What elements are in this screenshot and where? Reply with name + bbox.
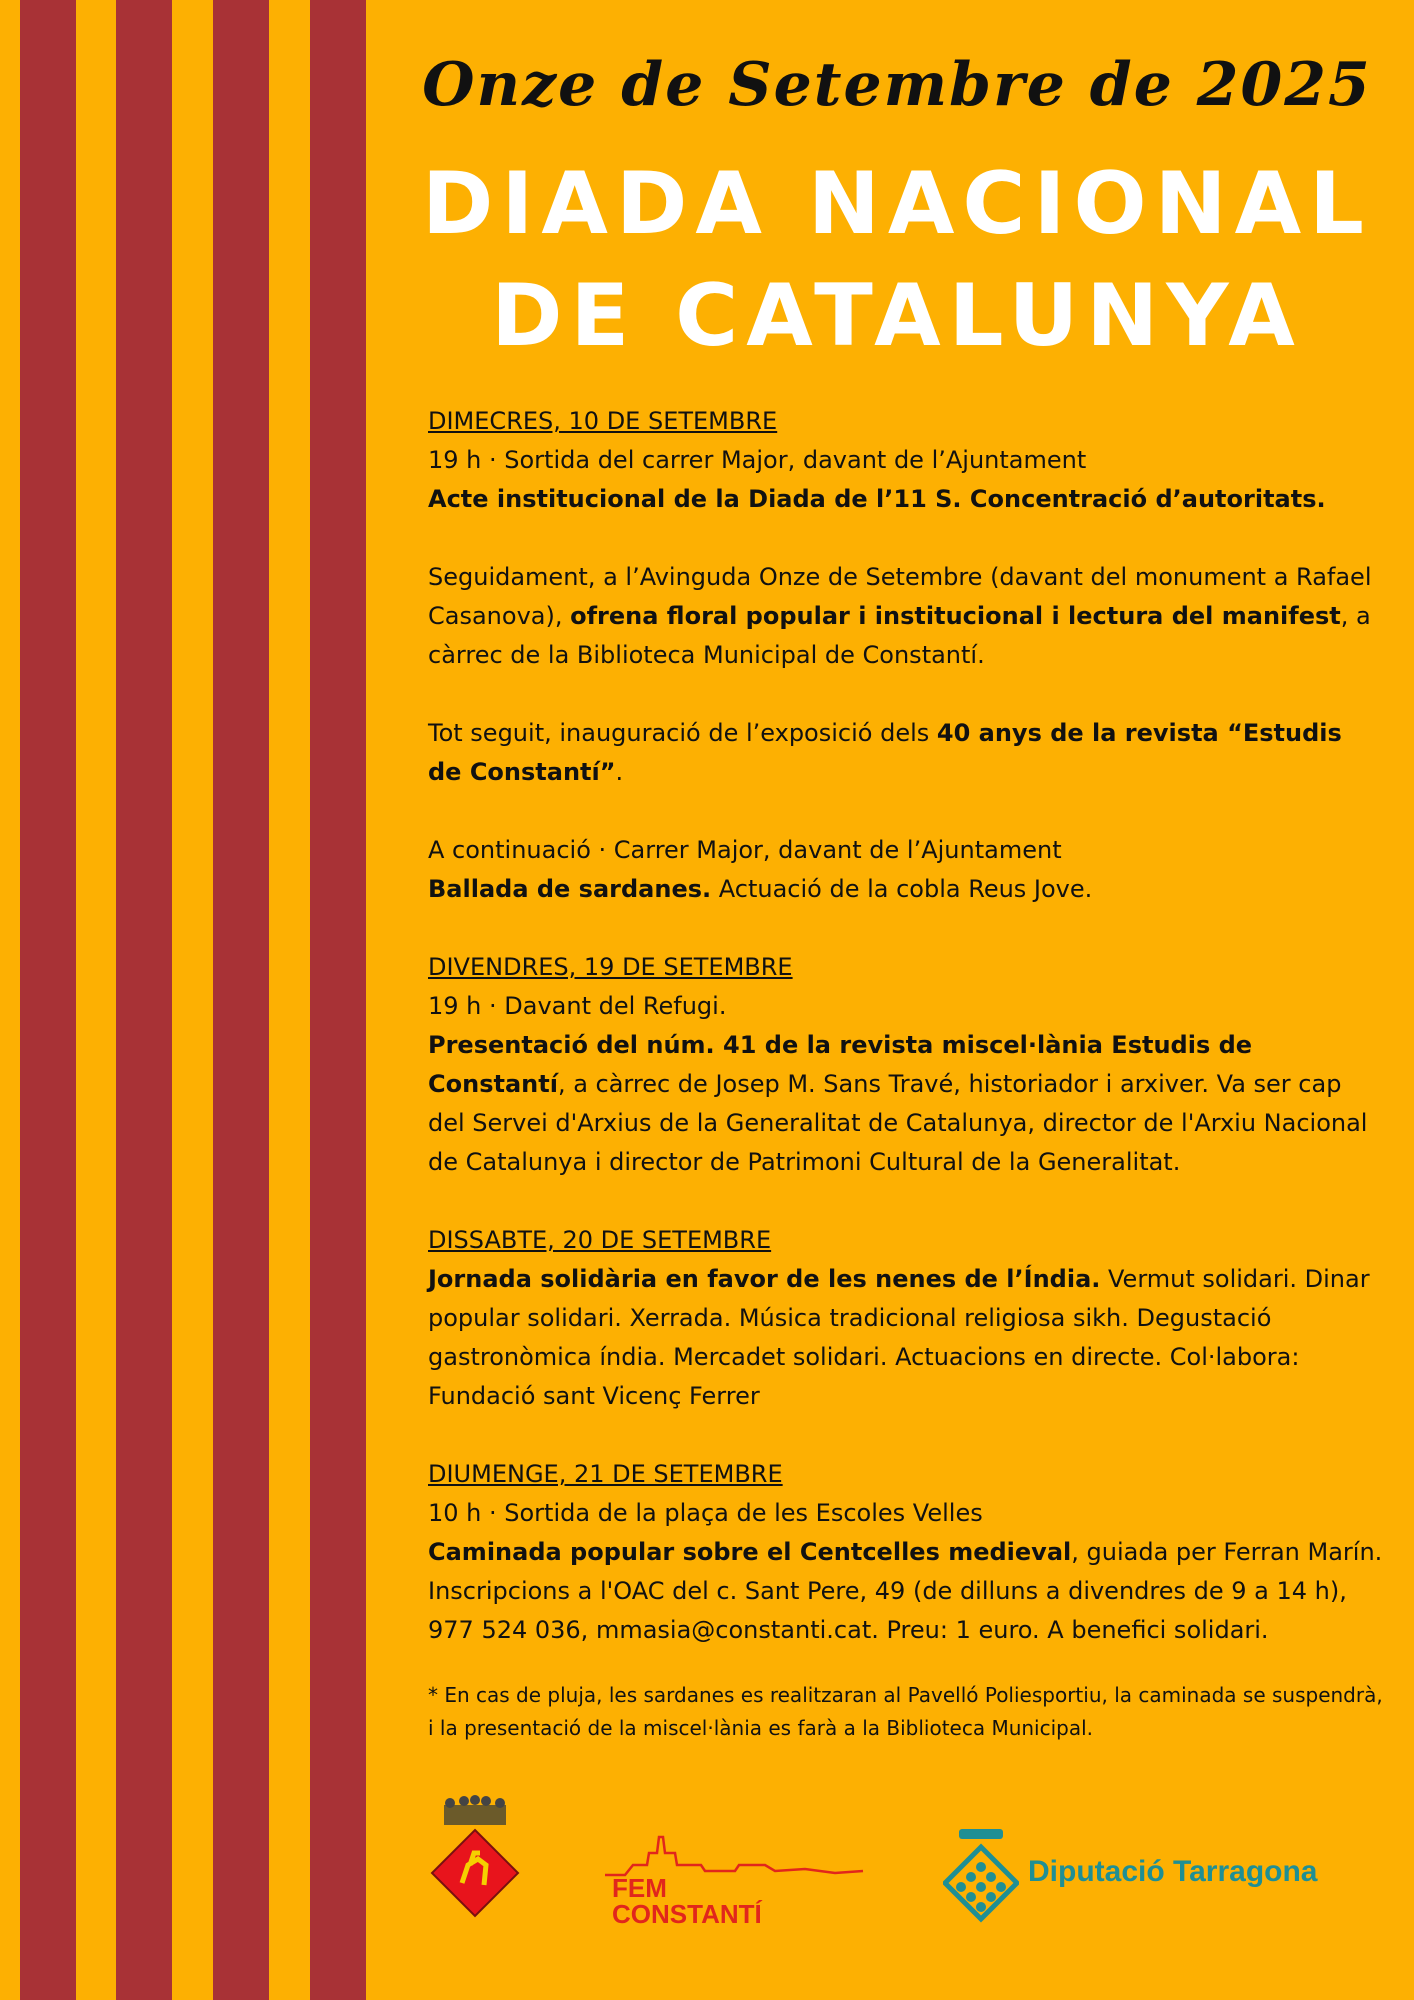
event-title: Acte institucional de la Diada de l’11 S. Concentració d’autoritats. [428, 485, 1326, 513]
sponsor-logos [380, 1795, 1414, 1930]
fem-constanti-logo [612, 1875, 762, 1927]
event-text: Vermut solidari. Dinar popular solidari. Xerrada. Música tradicional religiosa sikh. Degustació gastronòmica índia. Mercadet solidari. Actuacions en directe. Col·labora: Fundació sant Vicenç Ferrer [428, 1265, 1370, 1410]
red-stripe [116, 0, 172, 2000]
event-description [428, 480, 1383, 519]
event-description [428, 1026, 1383, 1182]
event-time-place: 10 h · Sortida de la plaça de les Escoles Velles [428, 1499, 983, 1527]
poster-title [380, 148, 1414, 372]
diputacio-tarragona-logo: Diputació Tarragona [1028, 1855, 1318, 1888]
event-title: 40 anys de la revista “Estudis de Constantí” [428, 719, 1342, 786]
catalan-flag-stripes [0, 0, 368, 2000]
event-text: Actuació de la cobla Reus Jove. [711, 875, 1093, 903]
event-description [428, 558, 1383, 675]
poster-subtitle: Onze de Setembre de 2025 [422, 50, 1372, 120]
event-text: Tot seguit, inauguració de l’exposició dels [428, 719, 937, 747]
event-text: , guiada per Ferran Marín. Inscripcions a l'OAC del c. Sant Pere, 49 (de dilluns a divendres de 9 a 14 h), 977 524 036, mmasia@constanti.cat. Preu: 1 euro. A benefici solidari. [428, 1538, 1383, 1644]
event-day-sunday [428, 1455, 1383, 1650]
day-heading: DIUMENGE, 21 DE SETEMBRE [428, 1460, 783, 1488]
event-description [428, 714, 1383, 792]
fem-logo-line1: FEM [612, 1873, 667, 1903]
event-day-friday [428, 948, 1383, 1182]
event-text: . [615, 758, 624, 786]
event-text: , a càrrec de la Biblioteca Municipal de Constantí. [428, 602, 1371, 669]
event-time-place: 19 h · Davant del Refugi. [428, 992, 727, 1020]
event-title: Jornada solidària en favor de les nenes de l’Índia. [428, 1265, 1101, 1293]
event-title: Ballada de sardanes. [428, 875, 712, 903]
fem-logo-line2: CONSTANTÍ [612, 1899, 762, 1929]
event-time-place: A continuació · Carrer Major, davant de l’Ajuntament [428, 836, 1062, 864]
event-title: Presentació del núm. 41 de la revista miscel·lània Estudis de Constantí [428, 1031, 1253, 1098]
rain-note: * En cas de pluja, les sardanes es realitzaran al Pavelló Poliesportiu, la caminada se suspendrà, i la presentació de la miscel·lània es farà a la Biblioteca Municipal. [428, 1683, 1383, 1740]
constanti-coat-of-arms-icon [430, 1795, 520, 1920]
diputacio-tarragona-emblem-icon [943, 1823, 1019, 1923]
poster-header [380, 40, 1414, 372]
event-text: , a càrrec de Josep M. Sans Travé, historiador i arxiver. Va ser cap del Servei d'Arxius de la Generalitat de Catalunya, director de l'Arxiu Nacional de Catalunya i director de Patrimoni Cultural de la Generalitat. [428, 1070, 1368, 1176]
red-stripe [213, 0, 269, 2000]
title-line-1: DIADA NACIONAL [422, 154, 1372, 254]
event-description [428, 870, 1383, 909]
event-title: Caminada popular sobre el Centcelles medieval [428, 1538, 1072, 1566]
day-heading: DIMECRES, 10 DE SETEMBRE [428, 407, 778, 435]
red-stripe [310, 0, 366, 2000]
day-heading: DISSABTE, 20 DE SETEMBRE [428, 1226, 772, 1254]
event-title: ofrena floral popular i institucional i lectura del manifest [570, 602, 1341, 630]
event-description [428, 1533, 1383, 1650]
title-line-2: DE CATALUNYA [491, 266, 1303, 366]
day-heading: DIVENDRES, 19 DE SETEMBRE [428, 953, 793, 981]
event-text: Seguidament, a l’Avinguda Onze de Setembre (davant del monument a Rafael Casanova), [428, 563, 1372, 630]
event-time-place: 19 h · Sortida del carrer Major, davant de l’Ajuntament [428, 446, 1087, 474]
red-stripe [20, 0, 76, 2000]
event-description [428, 1260, 1383, 1416]
event-day-wednesday [428, 402, 1383, 909]
event-program [428, 402, 1383, 1745]
event-day-saturday [428, 1221, 1383, 1416]
